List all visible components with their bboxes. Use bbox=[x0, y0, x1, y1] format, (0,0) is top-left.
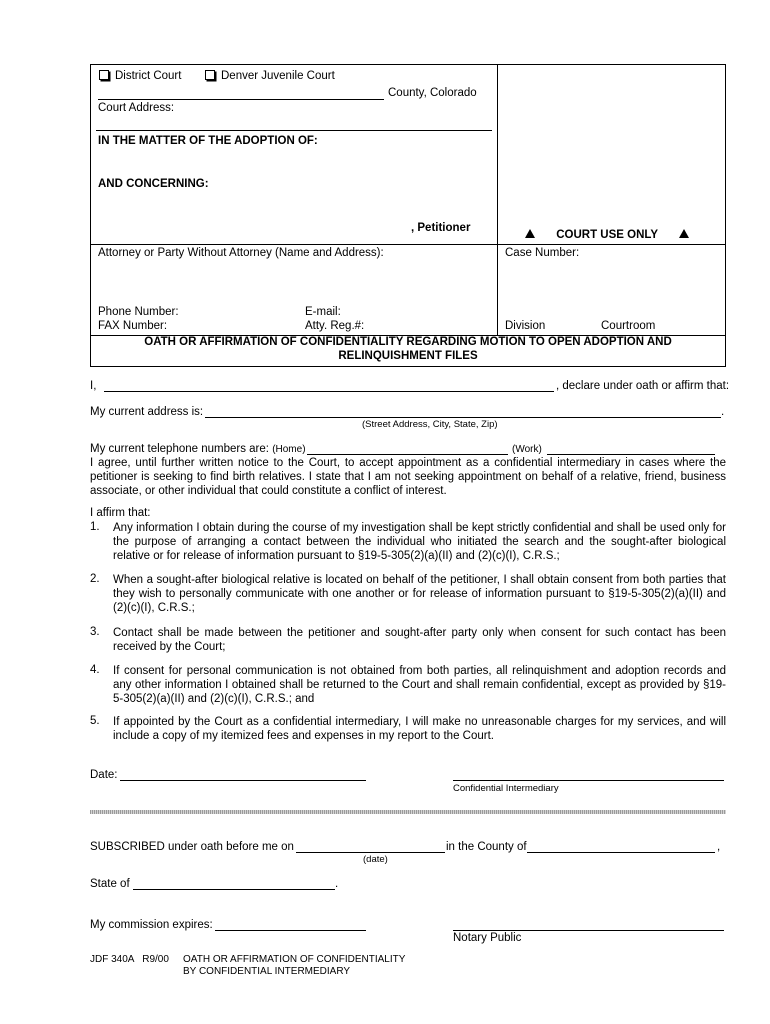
address-period: . bbox=[721, 406, 725, 418]
court-use-only-text: COURT USE ONLY bbox=[556, 229, 658, 241]
footer-form-id: JDF 340A R9/00 bbox=[90, 954, 169, 965]
address-caption: (Street Address, City, State, Zip) bbox=[362, 419, 498, 430]
denver-juvenile-label: Denver Juvenile Court bbox=[221, 70, 335, 82]
in-the-matter-heading: IN THE MATTER OF THE ADOPTION OF: bbox=[98, 135, 318, 147]
county-comma: , bbox=[717, 841, 721, 853]
declarant-name-blank[interactable] bbox=[104, 391, 554, 392]
state-of-label: State of bbox=[90, 878, 130, 890]
home-label: (Home) bbox=[272, 444, 306, 455]
case-number-label: Case Number: bbox=[505, 247, 580, 259]
date-blank[interactable] bbox=[120, 780, 366, 781]
triangle-up-icon bbox=[679, 229, 689, 238]
affirmation-item: When a sought-after biological relative is located on behalf of the petitioner, I shall obtain consent from both parties that they wish to personally communicate with one another or for release of information pursuant to §19-5-305(2)(a)(II) and (2)(c)(I), C.R.S.; bbox=[113, 574, 726, 614]
district-court-option[interactable] bbox=[99, 70, 181, 82]
declare-text: , declare under oath or affirm that: bbox=[556, 380, 730, 392]
triangle-up-icon bbox=[525, 229, 535, 238]
agree-paragraph: I agree, until further written notice to the Court, to accept appointment as a confidential intermediary in cases where the petitioner is seeking to find birth relatives. I state that I am not seeking appointment on behalf of a relative, friend, business associate, or other individual that could constitute a conflict of interest. bbox=[90, 457, 726, 497]
caption-divider-vertical bbox=[497, 64, 498, 336]
notary-public-label: Notary Public bbox=[453, 932, 522, 944]
court-address-blank[interactable] bbox=[96, 130, 492, 131]
item-number: 1. bbox=[90, 521, 100, 533]
fax-number-label: FAX Number: bbox=[98, 320, 168, 332]
state-blank[interactable] bbox=[133, 889, 335, 890]
subscribed-date-blank[interactable] bbox=[296, 852, 445, 853]
form-title-line1: OATH OR AFFIRMATION OF CONFIDENTIALITY REGARDING MOTION TO OPEN ADOPTION AND bbox=[144, 336, 672, 348]
date-caption: (date) bbox=[363, 854, 388, 865]
affirmation-item: If appointed by the Court as a confidential intermediary, I will make no unreasonable charges for my services, and will include a copy of my itemized fees and expenses in my report to the Court. bbox=[113, 716, 726, 742]
email-label: E-mail: bbox=[305, 306, 341, 318]
county-blank[interactable] bbox=[98, 99, 384, 100]
phone-number-label: Phone Number: bbox=[98, 306, 179, 318]
date-label: Date: bbox=[90, 769, 118, 781]
division-label: Division bbox=[505, 320, 546, 332]
court-address-label: Court Address: bbox=[98, 102, 175, 114]
denver-juvenile-court-option[interactable] bbox=[205, 70, 335, 82]
commission-blank[interactable] bbox=[215, 930, 366, 931]
phone-label: My current telephone numbers are: bbox=[90, 443, 269, 455]
footer-title-line2: BY CONFIDENTIAL INTERMEDIARY bbox=[183, 966, 351, 977]
commission-label: My commission expires: bbox=[90, 919, 213, 931]
and-concerning-heading: AND CONCERNING: bbox=[98, 178, 209, 190]
confidential-intermediary-label: Confidential Intermediary bbox=[453, 783, 559, 794]
work-phone-blank[interactable] bbox=[547, 454, 715, 455]
item-number: 3. bbox=[90, 626, 100, 638]
phone-line bbox=[90, 443, 306, 455]
home-phone-blank[interactable] bbox=[307, 454, 508, 455]
courtroom-label: Courtroom bbox=[601, 320, 656, 332]
footer-title-line1: OATH OR AFFIRMATION OF CONFIDENTIALITY bbox=[183, 954, 406, 965]
address-blank[interactable] bbox=[205, 417, 721, 418]
denver-juvenile-checkbox[interactable] bbox=[205, 70, 215, 80]
in-the-county-label: in the County of bbox=[446, 841, 527, 853]
i-label: I, bbox=[90, 380, 97, 392]
affirm-label: I affirm that: bbox=[90, 507, 151, 519]
section-separator bbox=[90, 810, 726, 814]
caption-divider-horizontal bbox=[90, 244, 726, 245]
county-colorado-label: County, Colorado bbox=[388, 87, 477, 99]
item-number: 2. bbox=[90, 573, 100, 585]
notary-signature-line[interactable] bbox=[453, 930, 724, 931]
county-name-blank[interactable] bbox=[527, 852, 715, 853]
petitioner-label: , Petitioner bbox=[411, 222, 471, 234]
affirmation-item: Any information I obtain during the course of my investigation shall be kept strictly confidential and shall be used only for the purpose of arranging a contact between the individual who initiated the search and the sought-after biological relative or for release of information pursuant to §19-5-305(2)(a)(II) and (2)(c)(I), C.R.S.; bbox=[113, 522, 726, 562]
state-period: . bbox=[335, 878, 339, 890]
intermediary-signature-line[interactable] bbox=[453, 780, 724, 781]
district-court-label: District Court bbox=[115, 70, 182, 82]
atty-reg-label: Atty. Reg.#: bbox=[305, 320, 365, 332]
form-title-line2: RELINQUISHMENT FILES bbox=[338, 350, 478, 362]
court-use-only-label bbox=[525, 229, 689, 241]
attorney-label: Attorney or Party Without Attorney (Name and Address): bbox=[98, 247, 384, 259]
subscribed-label: SUBSCRIBED under oath before me on bbox=[90, 841, 294, 853]
affirmation-item: Contact shall be made between the petitioner and sought-after party only when consent for such contact has been received by the Court; bbox=[113, 627, 726, 653]
address-label: My current address is: bbox=[90, 406, 204, 418]
district-court-checkbox[interactable] bbox=[99, 70, 109, 80]
affirmation-item: If consent for personal communication is not obtained from both parties, all relinquishment and adoption records and any other information I obtained shall be returned to the Court and shall remain confidential, except as provided by §19-5-305(2)(a)(II) and (2)(c)(I), C.R.S.; and bbox=[113, 665, 726, 705]
caption-box bbox=[90, 64, 726, 336]
item-number: 4. bbox=[90, 664, 100, 676]
work-label: (Work) bbox=[512, 444, 542, 455]
item-number: 5. bbox=[90, 715, 100, 727]
